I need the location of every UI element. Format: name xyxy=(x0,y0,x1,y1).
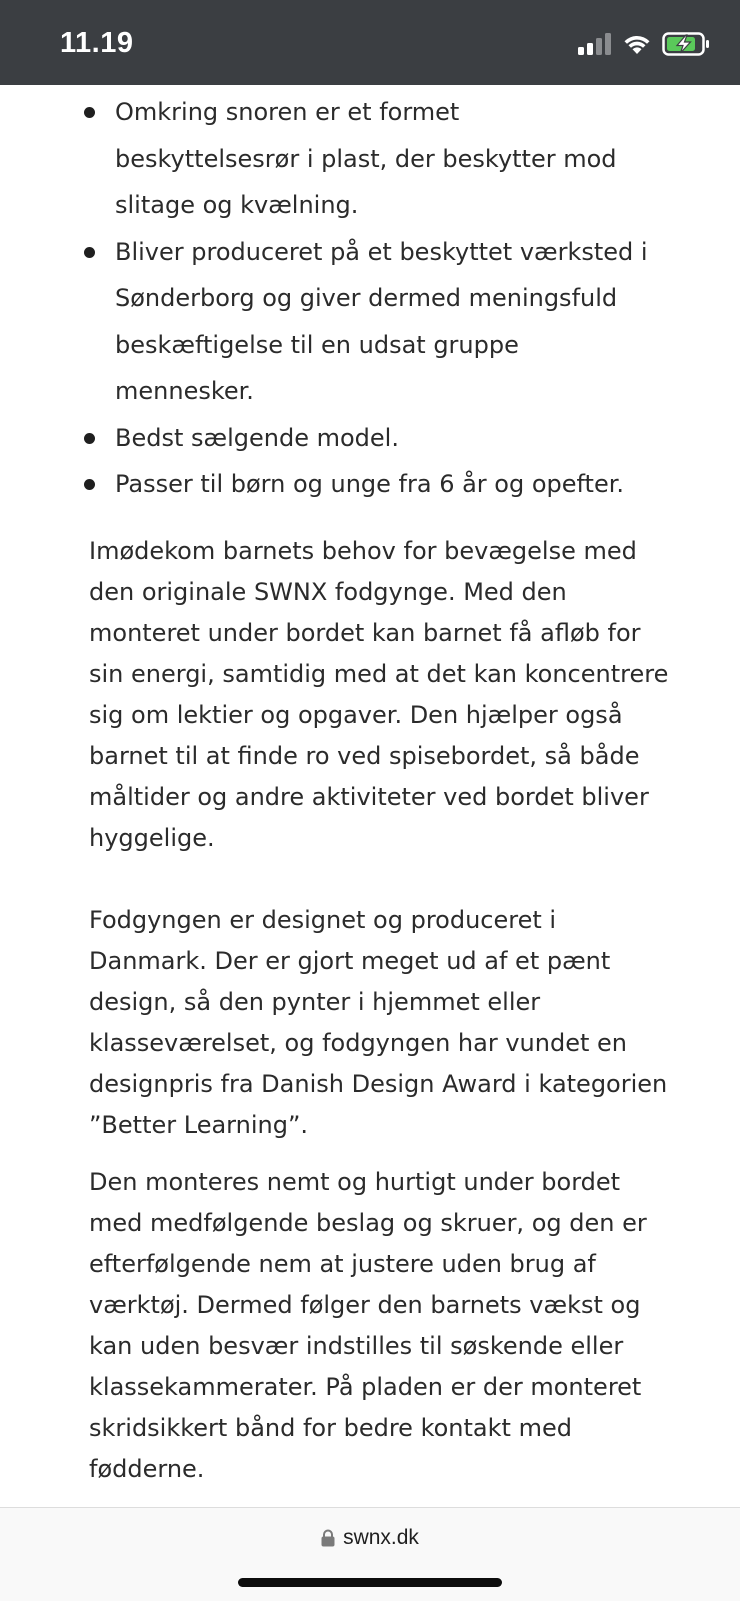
address-field[interactable] xyxy=(0,1526,740,1550)
browser-url-bar[interactable] xyxy=(0,1507,740,1601)
home-indicator[interactable] xyxy=(238,1578,502,1587)
status-bar xyxy=(0,0,740,85)
bullet-icon xyxy=(84,433,95,444)
list-item-text: Bliver produceret på et beskyttet værksted i Sønderborg og giver dermed meningsfuld beskæftigelse til en udsat gruppe mennesker. xyxy=(115,237,648,405)
battery-charging-icon xyxy=(662,32,710,56)
list-item-text: Omkring snoren er et formet beskyttelsesrør i plast, der beskytter mod slitage og kvælning. xyxy=(115,98,617,219)
paragraph-mounting: Den monteres nemt og hurtigt under bordet med medfølgende beslag og skruer, og den er efterfølgende nem at justere uden brug af værktøj. Dermed følger den barnets vækst og kan uden besvær indstilles til søskende eller klassekammerater. På pladen er der monteret skridsikkert bånd for bedre kontakt med fødderne. xyxy=(89,1168,647,1483)
paragraph-design: Fodgyngen er designet og produceret i Danmark. Der er gjort meget ud af et pænt design, så den pynter i hjemmet eller klasseværelset, og fodgyngen har vundet en designpris fra Danish Design Award i kategorien ”Better Learning”. xyxy=(89,906,668,1139)
list-item xyxy=(0,89,740,229)
list-item-text: Passer til børn og unge fra 6 år og opefter. xyxy=(115,470,625,498)
wifi-icon xyxy=(622,33,652,55)
status-icons xyxy=(578,32,710,56)
list-item xyxy=(0,415,740,462)
bullet-icon xyxy=(84,247,95,258)
url-text[interactable]: swnx.dk xyxy=(343,1526,419,1549)
status-time: 11.19 xyxy=(60,27,134,59)
list-item-text: Bedst sælgende model. xyxy=(115,423,399,452)
paragraph-intro: Imødekom barnets behov for bevægelse med den originale SWNX fodgynge. Med den monteret under bordet kan barnet få afløb for sin energi, samtidig med at det kan koncentrere sig om lektier og opgaver. Den hjælper også barnet til at finde ro ved spisebordet, så både måltider og andre aktiviteter ved bordet bliver hyggelige. xyxy=(89,537,669,852)
product-description xyxy=(0,85,740,1507)
lock-icon xyxy=(321,1529,335,1547)
bullet-icon xyxy=(84,107,95,118)
feature-list xyxy=(0,89,740,508)
list-item xyxy=(0,461,740,508)
list-item xyxy=(0,229,740,415)
bullet-icon xyxy=(84,479,95,490)
cellular-signal-icon xyxy=(578,33,612,55)
